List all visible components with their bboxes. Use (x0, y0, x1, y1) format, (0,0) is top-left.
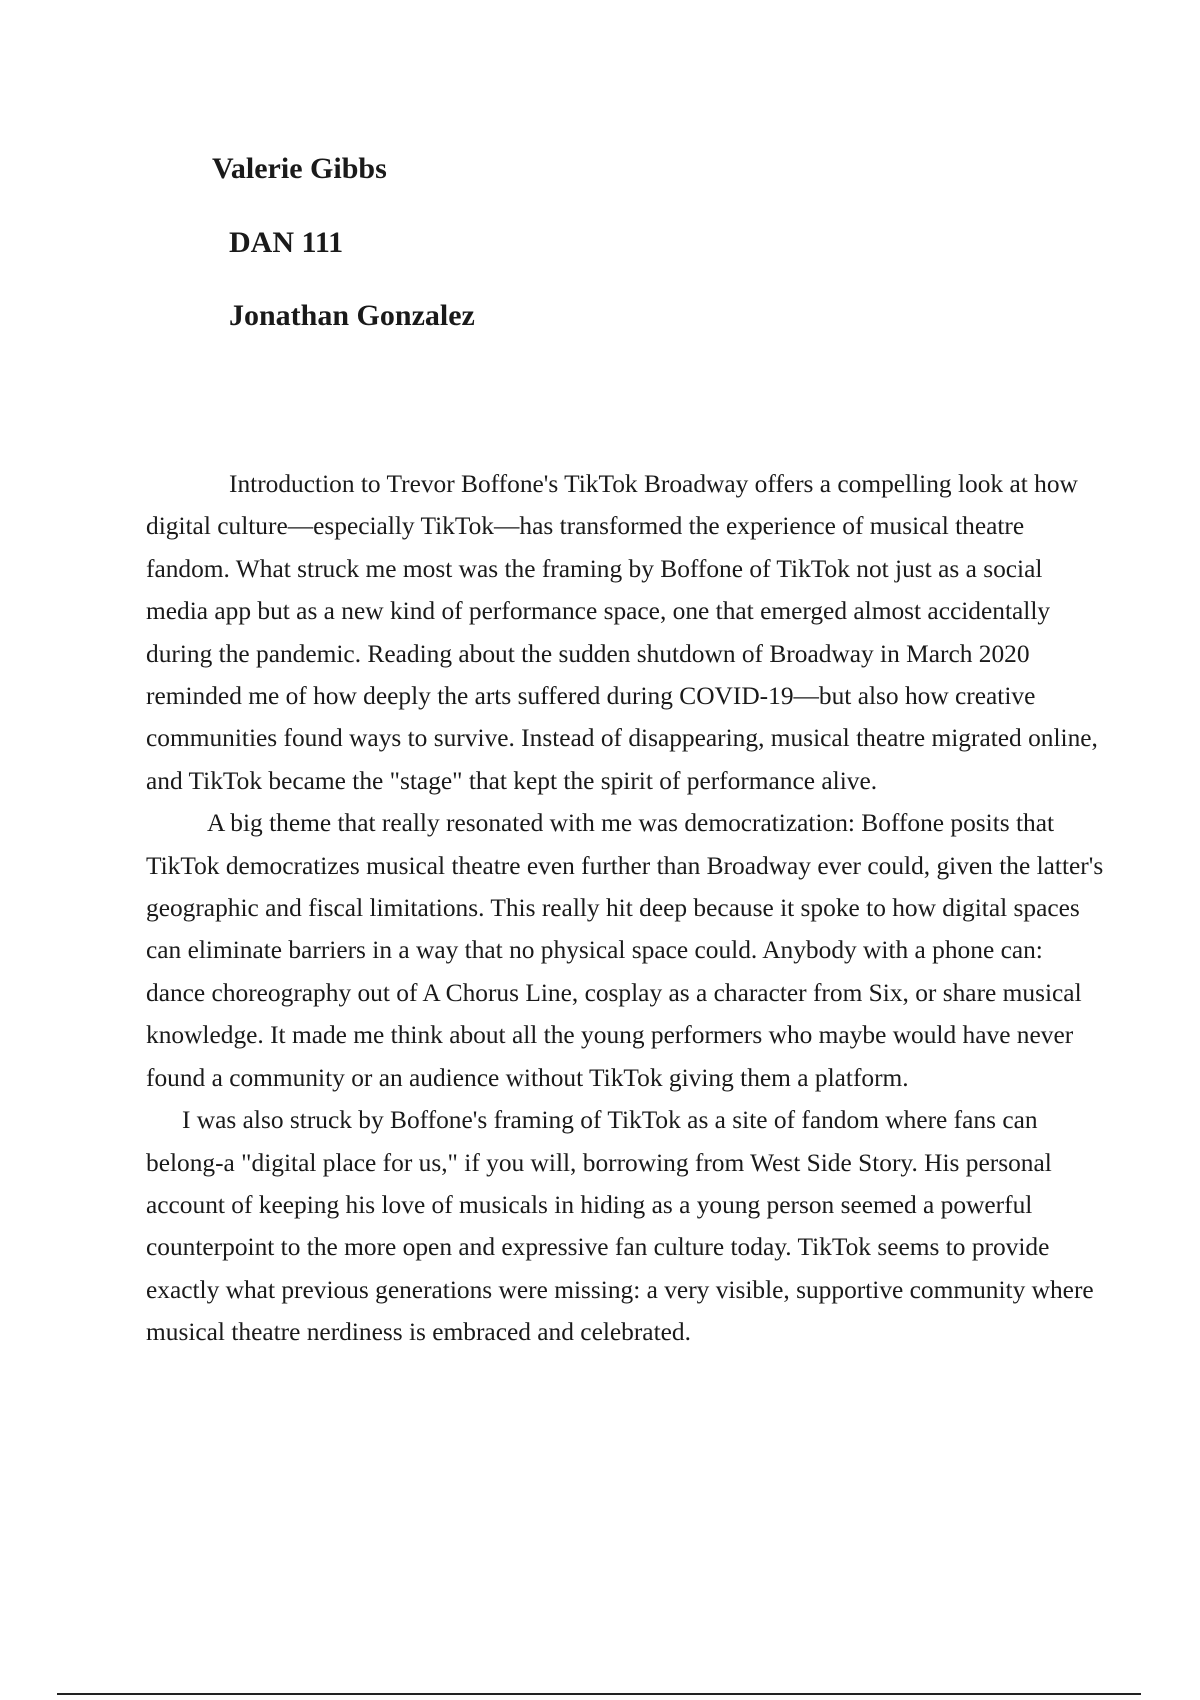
instructor-name: Jonathan Gonzalez (229, 299, 475, 332)
page-bottom-rule (57, 1693, 1141, 1695)
course-code: DAN 111 (229, 226, 344, 259)
author-name: Valerie Gibbs (212, 152, 387, 185)
paragraph-1: Introduction to Trevor Boffone's TikTok Broadway offers a compelling look at how digital culture—especially TikTok—has transformed the experience of musical theatre fandom. What struck me most was the framing by Boffone of TikTok not just as a social media app but as a new kind of performance space, one that emerged almost accidentally during the pandemic. Reading about the sudden shutdown of Broadway in March 2020 reminded me of how deeply the arts suffered during COVID-19—but also how creative communities found ways to survive. Instead of disappearing, musical theatre migrated online, and TikTok became the "stage" that kept the spirit of performance alive. (146, 470, 1098, 795)
paragraph-3: I was also struck by Boffone's framing of TikTok as a site of fandom where fans can belong-a "digital place for us," if you will, borrowing from West Side Story. His personal account of keeping his love of musicals in hiding as a young person seemed a powerful counterpoint to the more open and expressive fan culture today. TikTok seems to provide exactly what previous generations were missing: a very visible, supportive community where musical theatre nerdiness is embraced and celebrated. (146, 1106, 1094, 1347)
essay-body (146, 463, 1106, 1354)
paragraph-2: A big theme that really resonated with me was democratization: Boffone posits that TikTok democratizes musical theatre even further than Broadway ever could, given the latter's geographic and fiscal limitations. This really hit deep because it spoke to how digital spaces can eliminate barriers in a way that no physical space could. Anybody with a phone can: dance choreography out of A Chorus Line, cosplay as a character from Six, or share musical knowledge. It made me think about all the young performers who maybe would have never found a community or an audience without TikTok giving them a platform. (146, 809, 1104, 1092)
